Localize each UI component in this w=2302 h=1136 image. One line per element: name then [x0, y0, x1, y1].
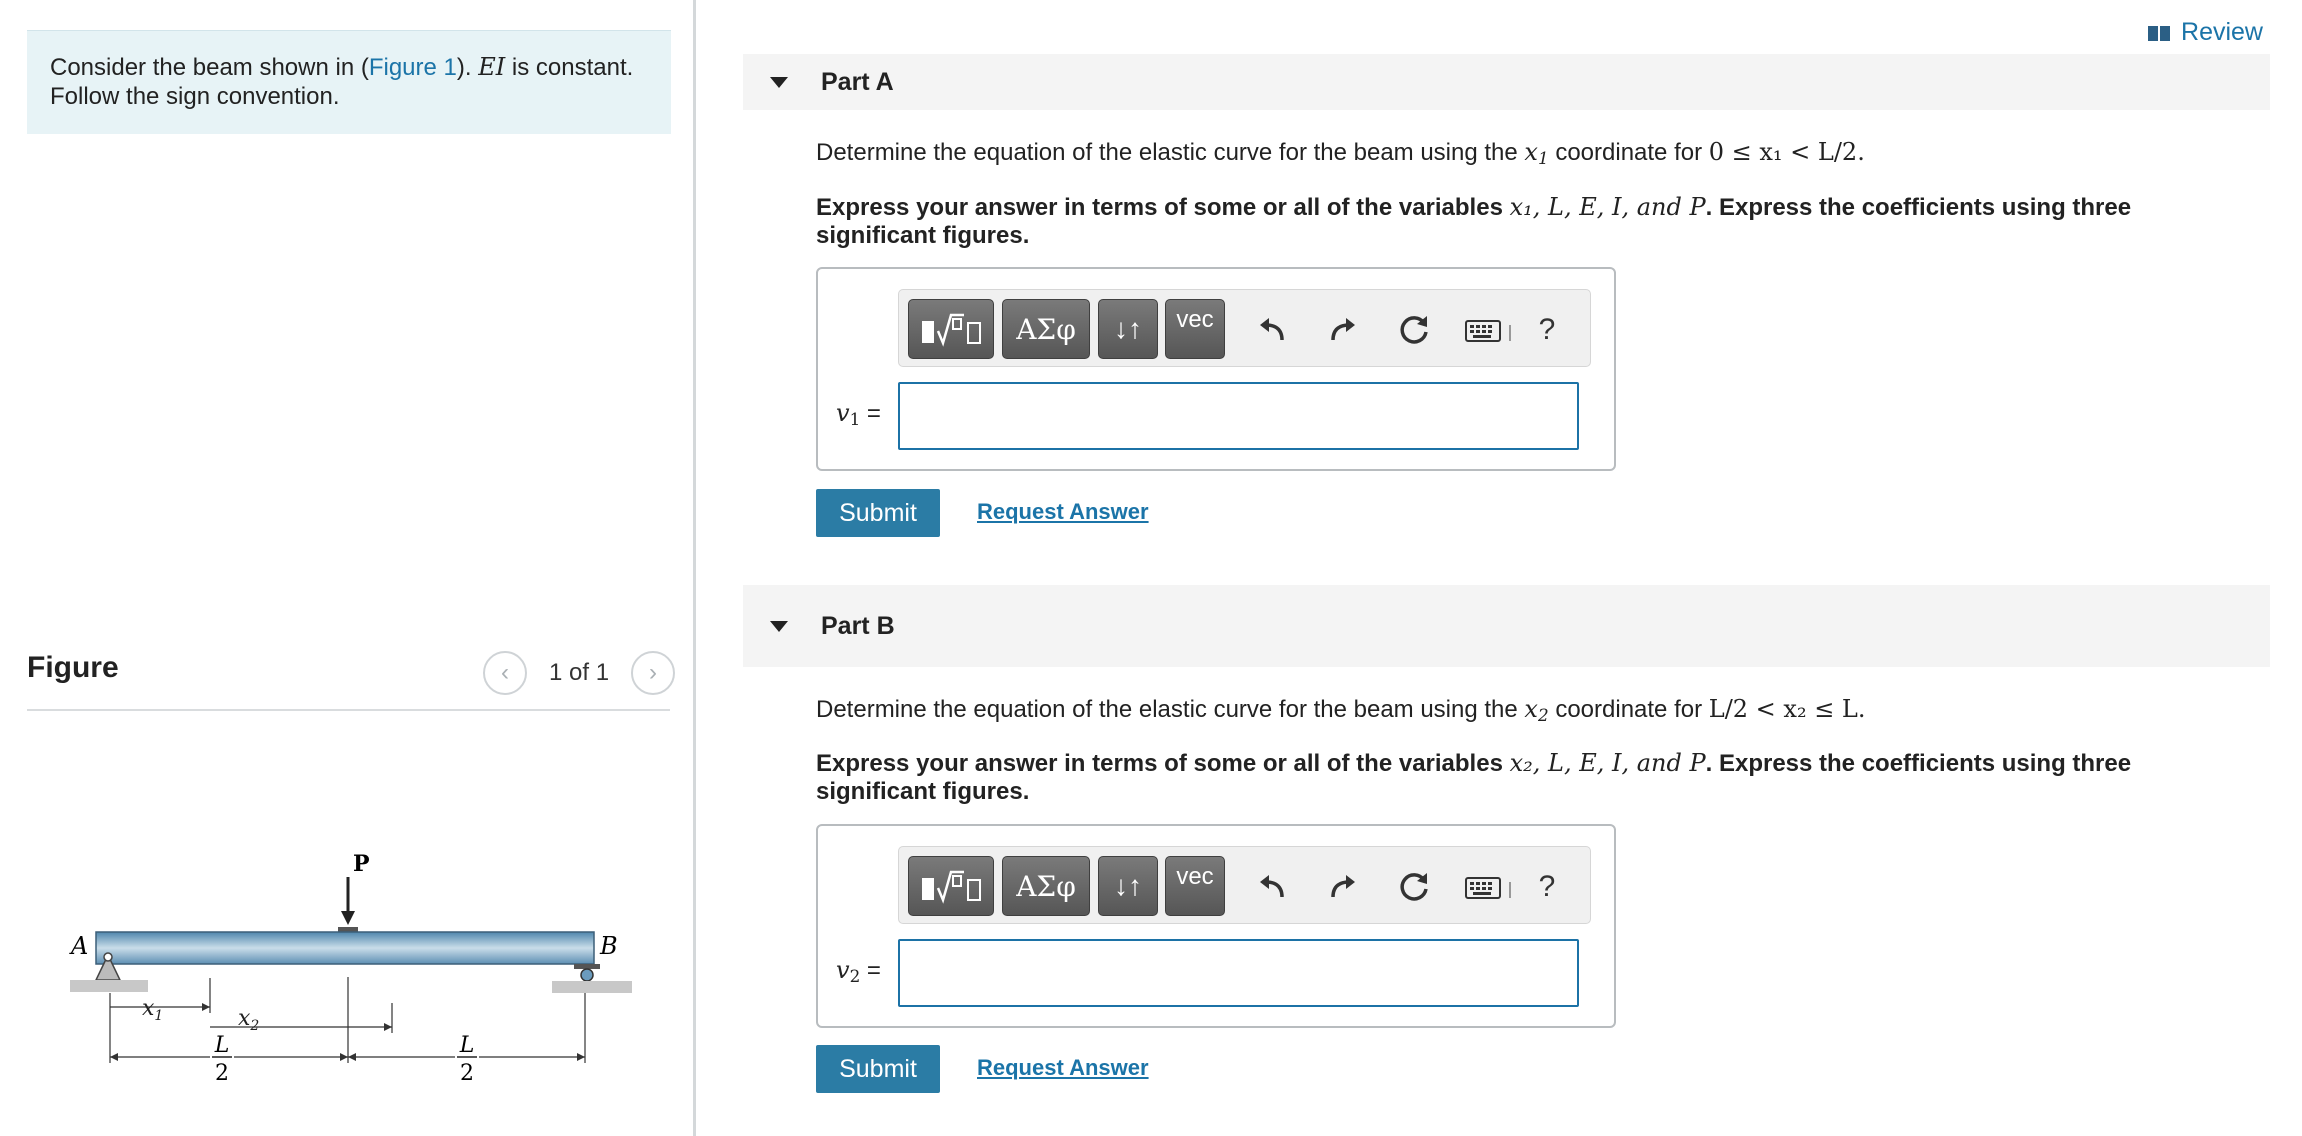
load-label: P — [353, 851, 370, 877]
part-a-title: Part A — [821, 67, 894, 96]
part-a-submit-button[interactable]: Submit — [816, 489, 940, 537]
part-a-instructions — [816, 193, 2256, 250]
part-a-instruct-text: Express your answer in terms of some or all of the variables — [816, 194, 1510, 221]
part-a-instruct-post: . Express the coefficients using three significant figures. — [816, 194, 2132, 249]
x1-label: $x_1$ — [142, 996, 164, 1024]
x1-arrow — [202, 1003, 210, 1011]
point-a-label: A — [71, 932, 89, 960]
figure-title: Figure — [27, 651, 119, 684]
part-b-answer-box — [816, 824, 1616, 1028]
x2-arrow — [384, 1023, 392, 1031]
templates-button[interactable] — [908, 299, 994, 359]
part-b-question-mid: coordinate for — [1548, 696, 1709, 723]
part-b-request-answer-link[interactable]: Request Answer — [977, 1055, 1149, 1080]
help-button[interactable]: ? — [1538, 313, 1556, 346]
part-a-variables: x₁, L, E, I, and P — [1509, 193, 1706, 221]
keyboard-icon[interactable] — [1462, 865, 1518, 909]
problem-statement — [27, 30, 671, 134]
part-a-request-answer-link[interactable]: Request Answer — [977, 499, 1149, 524]
vector-button[interactable]: vec — [1165, 856, 1225, 916]
intro-text: Consider the beam shown in ( — [50, 54, 369, 81]
help-button[interactable]: ? — [1538, 870, 1556, 903]
book-icon — [2147, 23, 2171, 43]
intro-text-2: ). — [456, 54, 479, 81]
part-b-instructions — [816, 749, 2256, 806]
half-span-label-2: L — [459, 1033, 475, 1058]
redo-icon[interactable] — [1320, 308, 1364, 352]
figure-divider — [27, 709, 670, 711]
half-span-den-2: 2 — [460, 1061, 474, 1086]
half-span-den-1: 2 — [215, 1061, 229, 1086]
reset-icon[interactable] — [1392, 865, 1436, 909]
undo-icon[interactable] — [1251, 865, 1295, 909]
part-b-instruct-text: Express your answer in terms of some or all of the variables — [816, 750, 1510, 777]
part-a-question-text: Determine the equation of the elastic curve for the beam using the — [816, 139, 1525, 166]
figure-pager — [483, 651, 675, 695]
beam-diagram — [60, 845, 640, 1095]
undo-icon[interactable] — [1251, 308, 1295, 352]
dim-arrow-3 — [348, 1053, 356, 1061]
templates-button[interactable] — [908, 856, 994, 916]
part-b-header[interactable] — [743, 585, 2270, 667]
load-arrow-head — [341, 911, 355, 925]
part-a-math-toolbar — [898, 289, 1591, 367]
prev-figure-button[interactable] — [483, 651, 527, 695]
ground-a — [70, 980, 148, 992]
fraction-sqrt-icon — [918, 309, 984, 349]
part-a-answer-box — [816, 267, 1616, 471]
part-a-answer-input[interactable] — [898, 382, 1579, 450]
collapse-triangle-icon — [770, 77, 788, 88]
dim-arrow-2 — [340, 1053, 348, 1061]
review-label: Review — [2181, 18, 2263, 46]
part-b-question — [816, 695, 1866, 730]
part-b-variable-label: $v_2$ = — [836, 956, 881, 987]
roller-b — [581, 969, 593, 981]
part-a-question — [816, 138, 1865, 173]
review-link[interactable] — [2147, 18, 2263, 47]
redo-icon[interactable] — [1320, 865, 1364, 909]
part-a-variable-label: $v_1$ = — [836, 399, 881, 430]
figure-page-count: 1 of 1 — [549, 659, 610, 686]
part-b-variables: x₂, L, E, I, and P — [1509, 749, 1706, 777]
greek-symbols-button[interactable]: ΑΣφ — [1002, 299, 1090, 359]
ground-b — [552, 981, 632, 993]
beam — [96, 932, 594, 964]
subscript-superscript-button[interactable]: ↓↑ — [1098, 856, 1158, 916]
ei-symbol: EI — [478, 53, 506, 81]
dim-arrow-4 — [577, 1053, 585, 1061]
pin-a — [104, 953, 112, 961]
part-b-coordinate: $x_2$ — [1524, 695, 1549, 726]
half-span-label-1: L — [214, 1033, 230, 1058]
dim-arrow-1 — [110, 1053, 118, 1061]
intro-text-3: is constant. Follow the sign convention. — [50, 54, 634, 110]
part-b-math-toolbar — [898, 846, 1591, 924]
next-figure-button[interactable] — [631, 651, 675, 695]
part-a-coordinate: $x_1$ — [1524, 138, 1549, 169]
chevron-right-icon: › — [649, 659, 658, 686]
part-a-question-mid: coordinate for — [1548, 139, 1709, 166]
x2-label: $x_2$ — [238, 1006, 260, 1034]
part-b-submit-button[interactable]: Submit — [816, 1045, 940, 1093]
greek-symbols-button[interactable]: ΑΣφ — [1002, 856, 1090, 916]
column-divider — [693, 0, 696, 1136]
part-b-title: Part B — [821, 611, 895, 640]
reset-icon[interactable] — [1392, 308, 1436, 352]
chevron-left-icon: ‹ — [501, 659, 509, 686]
subscript-superscript-button[interactable]: ↓↑ — [1098, 299, 1158, 359]
collapse-triangle-icon — [770, 621, 788, 632]
part-a-header[interactable] — [743, 54, 2270, 110]
part-b-instruct-post: . Express the coefficients using three significant figures. — [816, 750, 2132, 805]
fraction-sqrt-icon — [918, 866, 984, 906]
part-a-range: 0 ≤ x₁ < L/2. — [1708, 138, 1865, 166]
figure-link[interactable]: Figure 1 — [368, 54, 457, 81]
part-b-question-text: Determine the equation of the elastic curve for the beam using the — [816, 696, 1525, 723]
part-b-answer-input[interactable] — [898, 939, 1579, 1007]
point-b-label: B — [600, 932, 618, 960]
part-b-range: L/2 < x₂ ≤ L. — [1708, 695, 1866, 723]
keyboard-icon[interactable] — [1462, 308, 1518, 352]
vector-button[interactable]: vec — [1165, 299, 1225, 359]
